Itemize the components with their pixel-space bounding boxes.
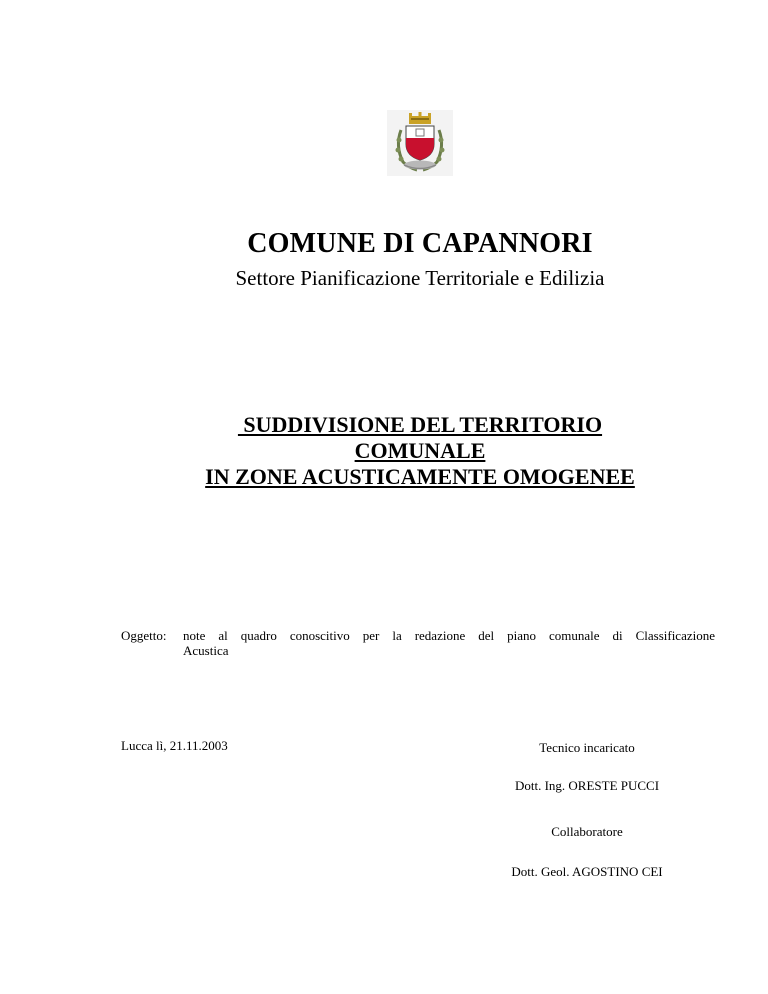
subject-text [183,628,715,658]
comune-coat-of-arms-icon [387,110,453,176]
collaborator-name: Dott. Geol. AGOSTINO CEI [511,864,663,879]
page-title: COMUNE DI CAPANNORI [247,228,593,259]
document-title-line-1: SUDDIVISIONE DEL TERRITORIO [237,412,603,437]
collaborator-role: Collaboratore [551,824,623,839]
document-title [0,412,768,490]
document-title-line-3: IN ZONE ACUSTICAMENTE OMOGENEE [205,464,635,489]
document-title-line-2: COMUNALE [354,438,486,463]
subject-block [121,628,715,658]
place-date: Lucca lì, 21.11.2003 [121,738,228,753]
technician-name: Dott. Ing. ORESTE PUCCI [514,778,660,793]
subject-text-line-2: Acustica [183,643,229,658]
subject-text-line-1: note al quadro conoscitivo per la redazione del piano comunale di Classificazione [183,628,715,643]
department-subtitle: Settore Pianificazione Territoriale e Edilizia [235,266,605,290]
technician-role: Tecnico incaricato [539,740,635,755]
subject-label: Oggetto: [121,628,167,643]
